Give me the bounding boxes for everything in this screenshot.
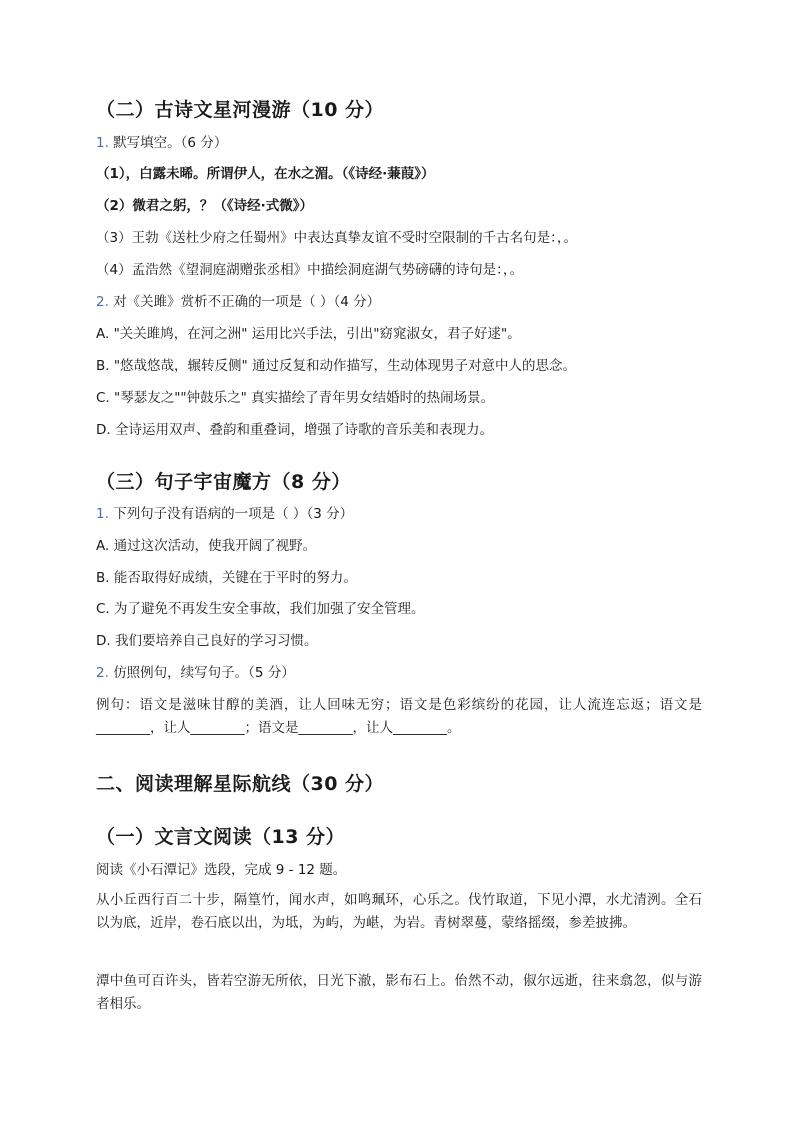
section-heading-sentence: （三）句子宇宙魔方（8 分） <box>96 471 351 493</box>
example-sentence: 例句：语文是滋味甘醇的美酒，让人回味无穷；语文是色彩缤纷的花园，让人流连忘返；语文是________，让人________；语文是________，让人________。 <box>96 697 702 736</box>
question-sentence-2 <box>96 667 295 681</box>
option-b: B. "悠哉悠哉，辗转反侧" 通过反复和动作描写，生动体现男子对意中人的思念。 <box>96 358 577 374</box>
question-number: 1. <box>96 506 109 522</box>
question-text: 默写填空。（6 分） <box>113 135 228 151</box>
option-b: B. 能否取得好成绩，关键在于平时的努力。 <box>96 570 357 586</box>
blank-item-3: （3）王勃《送杜少府之任蜀州》中表达真挚友谊不受时空限制的千古名句是：，。 <box>96 230 578 246</box>
question-text: 仿照例句，续写句子。（5 分） <box>113 665 295 681</box>
blank-item-2: （2）微君之躬，？（《诗经·式微》） <box>96 198 314 214</box>
question-text: 对《关雎》赏析不正确的一项是（ ）（4 分） <box>113 294 381 310</box>
question-number: 2. <box>96 294 109 310</box>
question-number: 1. <box>96 135 109 151</box>
blank-item-4: （4）孟浩然《望洞庭湖赠张丞相》中描绘洞庭湖气势磅礴的诗句是：，。 <box>96 262 524 278</box>
question-number: 2. <box>96 665 109 681</box>
option-a: A. 通过这次活动，使我开阔了视野。 <box>96 538 317 554</box>
question-poetry-2 <box>96 296 380 310</box>
question-sentence-1 <box>96 508 353 522</box>
reading-intro: 阅读《小石潭记》选段，完成 9 - 12 题。 <box>96 862 347 878</box>
part-heading-reading: 二、阅读理解星际航线（30 分） <box>96 773 385 795</box>
section-heading-poetry: （二）古诗文星河漫游（10 分） <box>96 99 385 121</box>
passage-paragraph-1: 从小丘西行百二十步，隔篁竹，闻水声，如鸣珮环，心乐之。伐竹取道，下见小潭，水尤清洌。全石以为底，近岸，卷石底以出，为坻，为屿，为嵁，为岩。青树翠蔓，蒙络摇缀，参差披拂。 <box>96 892 702 931</box>
option-a: A. "关关雎鸠，在河之洲" 运用比兴手法，引出"窈窕淑女，君子好逑"。 <box>96 326 521 342</box>
question-poetry-1 <box>96 137 227 151</box>
option-d: D. 全诗运用双声、叠韵和重叠词，增强了诗歌的音乐美和表现力。 <box>96 422 493 438</box>
option-c: C. 为了避免不再发生安全事故，我们加强了安全管理。 <box>96 601 425 617</box>
option-d: D. 我们要培养自己良好的学习习惯。 <box>96 633 318 649</box>
passage-paragraph-2: 潭中鱼可百许头，皆若空游无所依，日光下澈，影布石上。佁然不动，俶尔远逝，往来翕忽，似与游者相乐。 <box>96 973 702 1012</box>
section-heading-classical: （一）文言文阅读（13 分） <box>96 826 346 848</box>
blank-item-1: （1），白露未晞。所谓伊人，在水之湄。（《诗经·蒹葭》） <box>96 166 435 182</box>
question-text: 下列句子没有语病的一项是（ ）（3 分） <box>113 506 354 522</box>
option-c: C. "琴瑟友之""钟鼓乐之" 真实描绘了青年男女结婚时的热闹场景。 <box>96 390 495 406</box>
